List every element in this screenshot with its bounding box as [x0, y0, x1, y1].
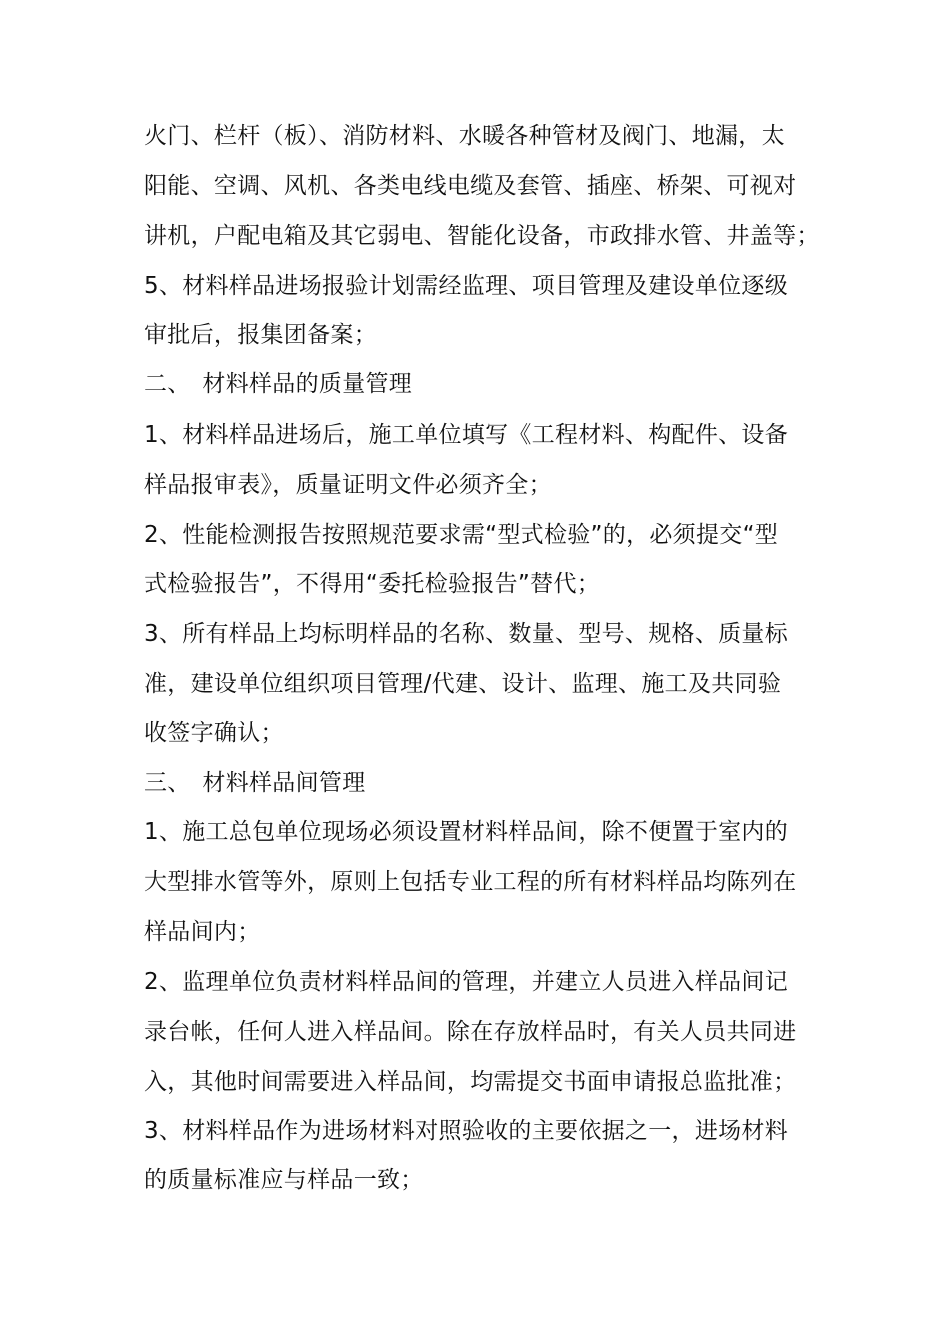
text-line: 准，建设单位组织项目管理/代建、设计、监理、施工及共同验 — [144, 671, 782, 697]
text-line: 样品报审表》，质量证明文件必须齐全； — [144, 472, 552, 498]
text-line: 样品间内； — [144, 919, 261, 945]
text-line: 收签字确认； — [144, 720, 284, 746]
text-line: 审批后，报集团备案； — [144, 322, 377, 348]
section-heading: 三、 材料样品间管理 — [144, 770, 366, 796]
section-heading: 二、 材料样品的质量管理 — [144, 371, 413, 397]
text-line: 的质量标准应与样品一致； — [144, 1167, 424, 1193]
text-line: 2、性能检测报告按照规范要求需“型式检验”的，必须提交“型 — [144, 522, 779, 548]
text-line: 1、施工总包单位现场必须设置材料样品间，除不便置于室内的 — [144, 819, 789, 845]
text-line: 入，其他时间需要进入样品间，均需提交书面申请报总监批准； — [144, 1069, 797, 1095]
text-line: 式检验报告”，不得用“委托检验报告”替代； — [144, 571, 601, 597]
text-line: 火门、栏杆（板）、消防材料、水暖各种管材及阀门、地漏，太 — [144, 123, 785, 149]
text-line: 1、材料样品进场后，施工单位填写《工程材料、构配件、设备 — [144, 422, 789, 448]
text-line: 录台帐，任何人进入样品间。除在存放样品时，有关人员共同进 — [144, 1019, 797, 1045]
text-line: 阳能、空调、风机、各类电线电缆及套管、插座、桥架、可视对 — [144, 173, 797, 199]
text-line: 3、所有样品上均标明样品的名称、数量、型号、规格、质量标 — [144, 621, 789, 647]
text-line: 大型排水管等外，原则上包括专业工程的所有材料样品均陈列在 — [144, 869, 797, 895]
text-line: 5、材料样品进场报验计划需经监理、项目管理及建设单位逐级 — [144, 273, 789, 299]
text-line: 3、材料样品作为进场材料对照验收的主要依据之一，进场材料 — [144, 1118, 789, 1144]
text-line: 2、监理单位负责材料样品间的管理，并建立人员进入样品间记 — [144, 969, 789, 995]
text-line: 讲机，户配电箱及其它弱电、智能化设备，市政排水管、井盖等； — [144, 223, 820, 249]
